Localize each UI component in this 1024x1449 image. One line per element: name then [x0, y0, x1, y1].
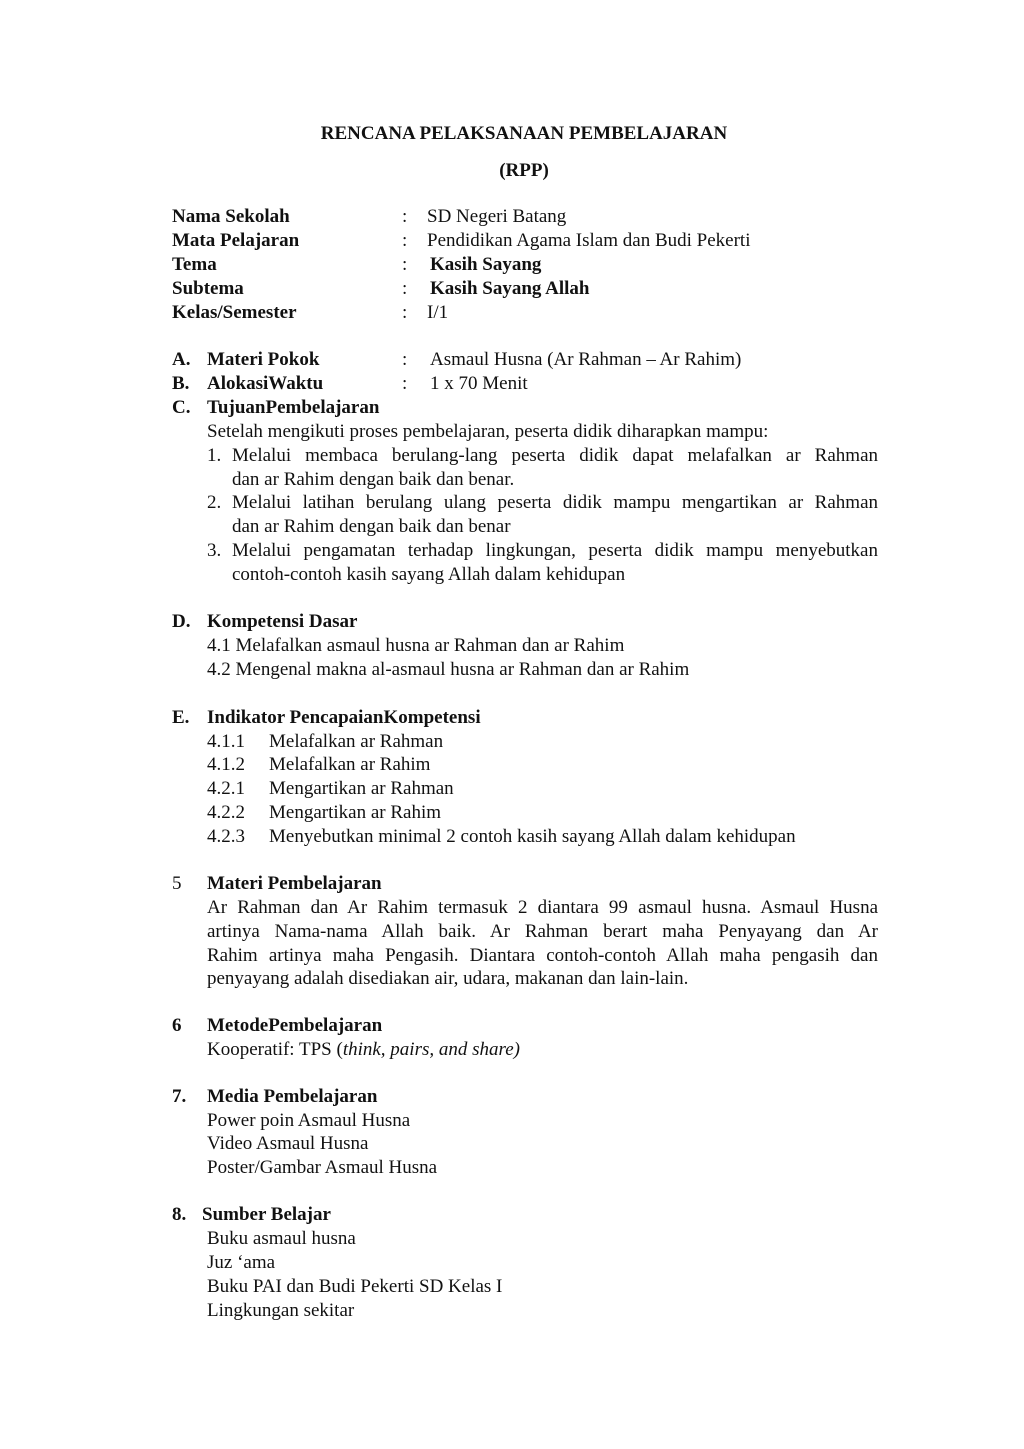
indicator-text: Mengartikan ar Rahim [269, 802, 442, 823]
section-b-value: 1 x 70 Menit [430, 373, 528, 394]
list-item-continued: dan ar Rahim dengan baik dan benar [232, 516, 511, 537]
identity-label-class: Kelas/Semester [172, 302, 297, 323]
section-5-heading: Materi Pembelajaran [207, 873, 382, 894]
indicator-code: 4.1.2 [207, 754, 245, 775]
method-italic: think, pairs, and share) [342, 1039, 520, 1060]
paragraph-line: artinya Nama-nama Allah baik. Ar Rahman berart maha Penyayang dan Ar [207, 921, 878, 942]
list-item-continued: contoh-contoh kasih sayang Allah dalam kehidupan [232, 564, 626, 585]
identity-label-subtheme: Subtema [172, 278, 244, 299]
section-marker: 8. [172, 1204, 187, 1225]
method-text [207, 1038, 520, 1062]
list-item: Power poin Asmaul Husna [207, 1110, 411, 1131]
section-a-sep: : [402, 349, 408, 370]
doc-subtitle: (RPP) [499, 160, 549, 181]
list-item: Juz ‘ama [207, 1252, 276, 1273]
identity-value-subject: Pendidikan Agama Islam dan Budi Pekerti [427, 230, 751, 251]
list-item: Melalui membaca berulang-lang peserta didik dapat melafalkan ar Rahman [232, 445, 878, 466]
list-item-continued: dan ar Rahim dengan baik dan benar. [232, 469, 515, 490]
section-e-heading: Indikator PencapaianKompetensi [207, 707, 481, 728]
identity-value-subtheme: Kasih Sayang Allah [430, 278, 590, 299]
indicator-text: Melafalkan ar Rahman [269, 731, 444, 752]
identity-sep: : [402, 278, 408, 299]
identity-value-theme: Kasih Sayang [430, 254, 542, 275]
indicator-text: Mengartikan ar Rahman [269, 778, 454, 799]
list-item: Poster/Gambar Asmaul Husna [207, 1157, 438, 1178]
paragraph-line: penyayang adalah disediakan air, udara, makanan dan lain-lain. [207, 968, 689, 989]
list-number: 1. [207, 445, 222, 466]
section-marker: A. [172, 349, 191, 370]
section-d-heading: Kompetensi Dasar [207, 611, 358, 632]
section-b-heading: AlokasiWaktu [207, 373, 324, 394]
list-item: Melalui pengamatan terhadap lingkungan, peserta didik mampu menyebutkan [232, 540, 878, 561]
identity-value-school: SD Negeri Batang [427, 206, 567, 227]
indicator-code: 4.2.3 [207, 826, 245, 847]
section-marker: E. [172, 707, 190, 728]
indicator-code: 4.2.1 [207, 778, 245, 799]
doc-title: RENCANA PELAKSANAAN PEMBELAJARAN [320, 123, 728, 144]
section-b-sep: : [402, 373, 408, 394]
indicator-text: Melafalkan ar Rahim [269, 754, 431, 775]
list-number: 3. [207, 540, 222, 561]
list-item: Video Asmaul Husna [207, 1133, 369, 1154]
identity-label-theme: Tema [172, 254, 217, 275]
paragraph-line: Ar Rahman dan Ar Rahim termasuk 2 diantara 99 asmaul husna. Asmaul Husna [207, 897, 878, 918]
section-a-value: Asmaul Husna (Ar Rahman – Ar Rahim) [430, 349, 742, 370]
identity-sep: : [402, 254, 408, 275]
section-marker: 7. [172, 1086, 187, 1107]
paragraph-line: Rahim artinya maha Pengasih. Diantara contoh-contoh Allah maha pengasih dan [207, 945, 878, 966]
section-c-intro: Setelah mengikuti proses pembelajaran, peserta didik diharapkan mampu: [207, 421, 769, 442]
list-number: 2. [207, 492, 222, 513]
identity-sep: : [402, 230, 408, 251]
indicator-code: 4.1.1 [207, 731, 245, 752]
section-marker: D. [172, 611, 191, 632]
identity-label-school: Nama Sekolah [172, 206, 290, 227]
indicator-code: 4.2.2 [207, 802, 245, 823]
list-item: Buku asmaul husna [207, 1228, 356, 1249]
list-item: Melalui latihan berulang ulang peserta didik mampu mengartikan ar Rahman [232, 492, 878, 513]
section-marker: B. [172, 373, 190, 394]
identity-sep: : [402, 302, 408, 323]
section-8-heading: Sumber Belajar [202, 1204, 331, 1225]
list-item: Buku PAI dan Budi Pekerti SD Kelas I [207, 1276, 503, 1297]
method-prefix: Kooperatif: TPS ( [207, 1039, 343, 1060]
section-marker: 6 [172, 1015, 182, 1036]
list-item: 4.2 Mengenal makna al-asmaul husna ar Rahman dan ar Rahim [207, 659, 690, 680]
indicator-text: Menyebutkan minimal 2 contoh kasih sayang Allah dalam kehidupan [269, 826, 796, 847]
identity-sep: : [402, 206, 408, 227]
identity-value-class: I/1 [427, 302, 449, 323]
list-item: 4.1 Melafalkan asmaul husna ar Rahman dan ar Rahim [207, 635, 625, 656]
section-7-heading: Media Pembelajaran [207, 1086, 378, 1107]
section-c-heading: TujuanPembelajaran [207, 397, 380, 418]
identity-label-subject: Mata Pelajaran [172, 230, 300, 251]
list-item: Lingkungan sekitar [207, 1300, 355, 1321]
section-marker: 5 [172, 873, 182, 894]
section-a-heading: Materi Pokok [207, 349, 320, 370]
section-marker: C. [172, 397, 191, 418]
section-6-heading: MetodePembelajaran [207, 1015, 383, 1036]
